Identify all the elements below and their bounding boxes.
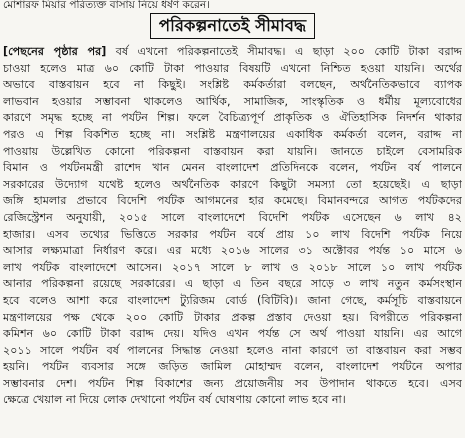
article-line-text: বর্ষ এখনো পরিকল্পনাতেই সীমাবদ্ধ। এ ছাড়া ২০০ কোটি টাকা বরাদ্দ <box>106 45 462 58</box>
article-line: চাওয়া হলেও মাত্র ৬০ কোটি টাকা পাওয়ার বিষয়টি এখনো নিশ্চিত হওয়া যায়নি। অর্থের <box>3 61 462 75</box>
article-body <box>3 44 462 409</box>
article-line: লাখ পর্যটক বাংলাদেশে আসেন। ২০১৭ সালে ৮ লাখ ও ২০১৮ সালে ১০ লাখ পর্যটক <box>3 260 462 274</box>
article-line-last: ক্ষেত্রে খেয়াল না দিয়ে লোক দেখানো পর্যটন বর্ষ ঘোষণায় কোনো লাভ হবে না। <box>3 393 346 407</box>
headline-area <box>3 12 462 40</box>
article-line: সম্ভাবনার দেশ। পর্যটন শিল্প বিকাশের জন্য প্রয়োজনীয় সব উপাদান থাকতে হবে। এসব <box>3 376 462 390</box>
previous-article-text: মোশারফ মিয়ার পরিত্যক্ত বাসায় নিয়ে ধর্ষণ করেন। <box>3 0 210 11</box>
article-line: হয়নি। পর্যটন ব্যবসার সঙ্গে জড়িত জামিল মোহাম্মদ বলেন, বাংলাদেশ পর্যটনে অপার <box>3 360 462 374</box>
article-line: বিমান ও পর্যটনমন্ত্রী রাশেদ খান মেনন বাংলাদেশ প্রতিদিনকে বলেন, পর্যটন বর্ষ পালনে <box>3 161 462 175</box>
article-line <box>3 44 462 61</box>
article-line: মন্ত্রণালয়ের পক্ষ থেকে ২০০ কোটি টাকার প্রকল্প প্রস্তাব দেওয়া হয়। বিপরীতে পরিকল্পনা <box>3 310 462 324</box>
headline-box <box>150 13 315 39</box>
article-line: হাজার। এসব তথ্যের ভিত্তিতে সরকার পর্যটন বর্ষে প্রায় ১০ লাখ বিদেশি পর্যটক নিয়ে <box>3 227 462 241</box>
article-line: হবে বলেও আশা করে বাংলাদেশ ট্যুরিজম বোর্ড (বিটিবি)। জানা গেছে, কর্মসূচি বাস্তবায়নে <box>3 293 462 307</box>
headline: পরিকল্পনাতেই সীমাবদ্ধ <box>158 16 307 35</box>
previous-article-tail <box>3 0 462 11</box>
article-line: অভাবে বাস্তবায়ন হবে না কিছুই। সংশ্লিষ্ট কর্মকর্তারা বলছেন, অর্থনৈতিকভাবে ব্যাপক <box>3 78 462 92</box>
article-line: সরকারের উদ্যোগ যথেষ্ট হলেও অর্থনৈতিক কারণে কিছুটা সমস্যা তো হয়েছেই। এ ছাড়া <box>3 177 462 191</box>
article-line: লাভবান হওয়ার সম্ভাবনা থাকলেও আর্থিক, সামাজিক, সাংস্কৃতিক ও ধর্মীয় মূল্যবোধের <box>3 94 462 108</box>
article-line: রেজিস্ট্রেশন অনুযায়ী, ২০১৫ সালে বাংলাদেশে বিদেশি পর্যটক এসেছেন ৬ লাখ ৪২ <box>3 210 462 224</box>
article-line: ২০১১ সালে পর্যটন বর্ষ পালনের সিদ্ধান্ত নেওয়া হলেও নানা কারণে তা বাস্তবায়ন করা সম্ভব <box>3 343 462 357</box>
article-line: পরও এ শিল্প বিকশিত হচ্ছে না। সংশ্লিষ্ট মন্ত্রণালয়ের একাধিক কর্মকর্তা বলেন, বরাদ্দ না <box>3 127 462 141</box>
continuation-tag: [পেছনের পৃষ্ঠার পর] <box>3 45 107 58</box>
article-line: আসার লক্ষ্যমাত্রা নির্ধারণ করে। এর মধ্যে ২০১৬ সালের ৩১ অক্টোবর পর্যন্ত ১০ মাসে ৬ <box>3 244 462 258</box>
article-line: কমিশন ৬০ কোটি টাকা বরাদ্দ দেয়। যদিও এখন পর্যন্ত সে অর্থ পাওয়া যায়নি। এর আগে <box>3 327 462 341</box>
article-line: পাওয়ায় উল্লেখিত কোনো পরিকল্পনা বাস্তবায়ন করা যায়নি। জানতে চাইলে বেসামরিক <box>3 144 462 158</box>
article-line: জঙ্গি হামলার প্রভাবে বিদেশি পর্যটক আগমনের হার কমেছে। বিমানবন্দরে আগত পর্যটকদের <box>3 194 462 208</box>
article-line: আনার পরিকল্পনা রয়েছে সরকারের। এ ছাড়া এ তিন বছরে সাড়ে ৩ লাখ নতুন কর্মসংস্থান <box>3 277 462 291</box>
article-line: কারণে সমৃদ্ধ হচ্ছে না পর্যটন শিল্প। ফলে বৈচিত্র্যপূর্ণ প্রাকৃতিক ও ঐতিহাসিক নিদর্শন থাকার <box>3 111 462 125</box>
